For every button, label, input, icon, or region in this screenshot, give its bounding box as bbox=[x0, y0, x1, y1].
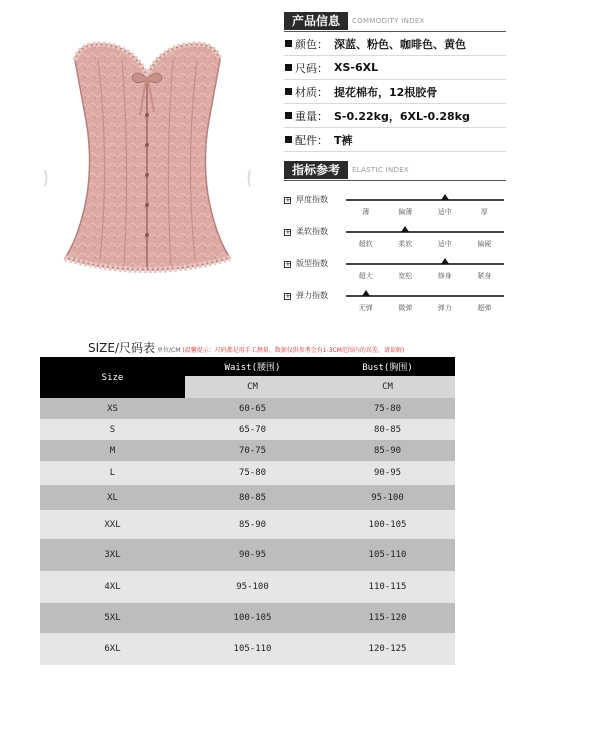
index-tick: 厚 bbox=[480, 208, 488, 216]
info-value: 提花棉布，12根胶骨 bbox=[334, 85, 438, 99]
size-table bbox=[40, 357, 455, 665]
index-bar bbox=[346, 199, 504, 201]
cell-size: 5XL bbox=[40, 603, 185, 633]
table-row bbox=[40, 440, 455, 461]
index-tick: 偏薄 bbox=[398, 208, 413, 216]
info-value: T裤 bbox=[334, 133, 353, 147]
cell-waist: 100-105 bbox=[185, 603, 320, 633]
bullet-icon bbox=[285, 136, 292, 143]
index-tick: 薄 bbox=[362, 208, 370, 216]
cell-size: M bbox=[40, 440, 185, 461]
cell-waist: 95-100 bbox=[185, 571, 320, 603]
info-row-weight bbox=[284, 104, 506, 128]
plus-icon: + bbox=[285, 292, 291, 300]
index-bar bbox=[346, 231, 504, 233]
elastic-index-subtitle: ELASTIC INDEX bbox=[352, 166, 409, 174]
plus-icon: + bbox=[285, 196, 291, 204]
index-name: 弹力指数 bbox=[296, 291, 328, 300]
bullet-icon bbox=[285, 64, 292, 71]
plus-icon: + bbox=[285, 260, 291, 268]
info-value: 深蓝、粉色、咖啡色、黄色 bbox=[334, 37, 466, 51]
cell-bust: 110-115 bbox=[320, 571, 455, 603]
index-tick: 偏硬 bbox=[477, 240, 492, 248]
cell-bust: 115-120 bbox=[320, 603, 455, 633]
cell-size: XS bbox=[40, 398, 185, 419]
info-row-accessory bbox=[284, 128, 506, 152]
cell-bust: 85-90 bbox=[320, 440, 455, 461]
bullet-icon bbox=[285, 40, 292, 47]
index-tick: 宽松 bbox=[398, 272, 413, 280]
info-row-size bbox=[284, 56, 506, 80]
table-row bbox=[40, 485, 455, 510]
index-tick: 柔软 bbox=[398, 240, 413, 248]
size-chart-title-bar bbox=[88, 339, 404, 356]
index-marker-icon bbox=[362, 290, 370, 296]
product-info-subtitle: COMMODITY INDEX bbox=[352, 17, 425, 25]
cell-bust: 105-110 bbox=[320, 539, 455, 571]
elastic-index-header bbox=[284, 161, 506, 179]
table-row bbox=[40, 398, 455, 419]
index-tick: 弹力 bbox=[437, 304, 452, 312]
index-marker-icon bbox=[441, 194, 449, 200]
table-row bbox=[40, 633, 455, 665]
cell-waist: 60-65 bbox=[185, 398, 320, 419]
col-header-waist: Waist(腰围) bbox=[185, 357, 320, 376]
cell-waist: 80-85 bbox=[185, 485, 320, 510]
cell-waist: 70-75 bbox=[185, 440, 320, 461]
cell-bust: 120-125 bbox=[320, 633, 455, 665]
product-info-title: 产品信息 bbox=[284, 12, 348, 30]
info-label: 配件： bbox=[295, 133, 328, 147]
cell-waist: 75-80 bbox=[185, 461, 320, 485]
index-name: 版型指数 bbox=[296, 259, 328, 268]
cell-size: 3XL bbox=[40, 539, 185, 571]
cell-size: S bbox=[40, 419, 185, 440]
cell-size: XL bbox=[40, 485, 185, 510]
index-tick: 超弹 bbox=[477, 304, 492, 312]
table-row bbox=[40, 603, 455, 633]
index-marker-icon bbox=[401, 226, 409, 232]
info-row-material bbox=[284, 80, 506, 104]
size-chart-note: (温馨提示：尺码都是用手工测量，数据仅供参考会有1-3CM范围内的误差，请谅解) bbox=[182, 347, 405, 354]
table-row bbox=[40, 419, 455, 440]
index-row-thickness bbox=[284, 195, 506, 225]
col-unit-bust: CM bbox=[320, 376, 455, 398]
size-chart-unit: 单位/CM bbox=[157, 347, 181, 354]
cell-bust: 90-95 bbox=[320, 461, 455, 485]
index-tick: 超软 bbox=[358, 240, 373, 248]
cell-waist: 65-70 bbox=[185, 419, 320, 440]
col-unit-waist: CM bbox=[185, 376, 320, 398]
index-marker-icon bbox=[441, 258, 449, 264]
plus-icon: + bbox=[285, 228, 291, 236]
index-tick: 微弹 bbox=[398, 304, 413, 312]
cell-size: 6XL bbox=[40, 633, 185, 665]
index-tick: 无弹 bbox=[358, 304, 373, 312]
index-name: 柔软指数 bbox=[296, 227, 328, 236]
index-row-elasticity bbox=[284, 291, 506, 321]
cell-waist: 90-95 bbox=[185, 539, 320, 571]
index-row-fit bbox=[284, 259, 506, 289]
index-name: 厚度指数 bbox=[296, 195, 328, 204]
table-row bbox=[40, 461, 455, 485]
cell-bust: 75-80 bbox=[320, 398, 455, 419]
product-info-header bbox=[284, 12, 506, 30]
index-tick: 超大 bbox=[358, 272, 373, 280]
col-header-bust: Bust(胸围) bbox=[320, 357, 455, 376]
bullet-icon bbox=[285, 112, 292, 119]
info-label: 尺码： bbox=[295, 61, 328, 75]
table-row bbox=[40, 571, 455, 603]
cell-size: 4XL bbox=[40, 571, 185, 603]
table-row bbox=[40, 510, 455, 539]
info-label: 重量： bbox=[295, 109, 328, 123]
index-bar bbox=[346, 263, 504, 265]
cell-waist: 85-90 bbox=[185, 510, 320, 539]
cell-bust: 95-100 bbox=[320, 485, 455, 510]
index-tick: 紧身 bbox=[477, 272, 492, 280]
index-row-softness bbox=[284, 227, 506, 257]
elastic-index-title: 指标参考 bbox=[284, 161, 348, 179]
size-chart-title: SIZE/尺码表 bbox=[88, 341, 156, 355]
cell-bust: 80-85 bbox=[320, 419, 455, 440]
cell-size: XXL bbox=[40, 510, 185, 539]
info-label: 材质： bbox=[295, 85, 328, 99]
table-row bbox=[40, 539, 455, 571]
info-value: S-0.22kg，6XL-0.28kg bbox=[334, 109, 470, 123]
cell-size: L bbox=[40, 461, 185, 485]
bullet-icon bbox=[285, 88, 292, 95]
info-row-color bbox=[284, 32, 506, 56]
cell-waist: 105-110 bbox=[185, 633, 320, 665]
info-value: XS-6XL bbox=[334, 61, 379, 74]
info-label: 颜色： bbox=[295, 37, 328, 51]
index-tick: 适中 bbox=[437, 208, 452, 216]
corset-product-image bbox=[40, 20, 255, 280]
col-header-size: Size bbox=[40, 357, 185, 398]
cell-bust: 100-105 bbox=[320, 510, 455, 539]
index-tick: 修身 bbox=[437, 272, 452, 280]
index-tick: 适中 bbox=[437, 240, 452, 248]
